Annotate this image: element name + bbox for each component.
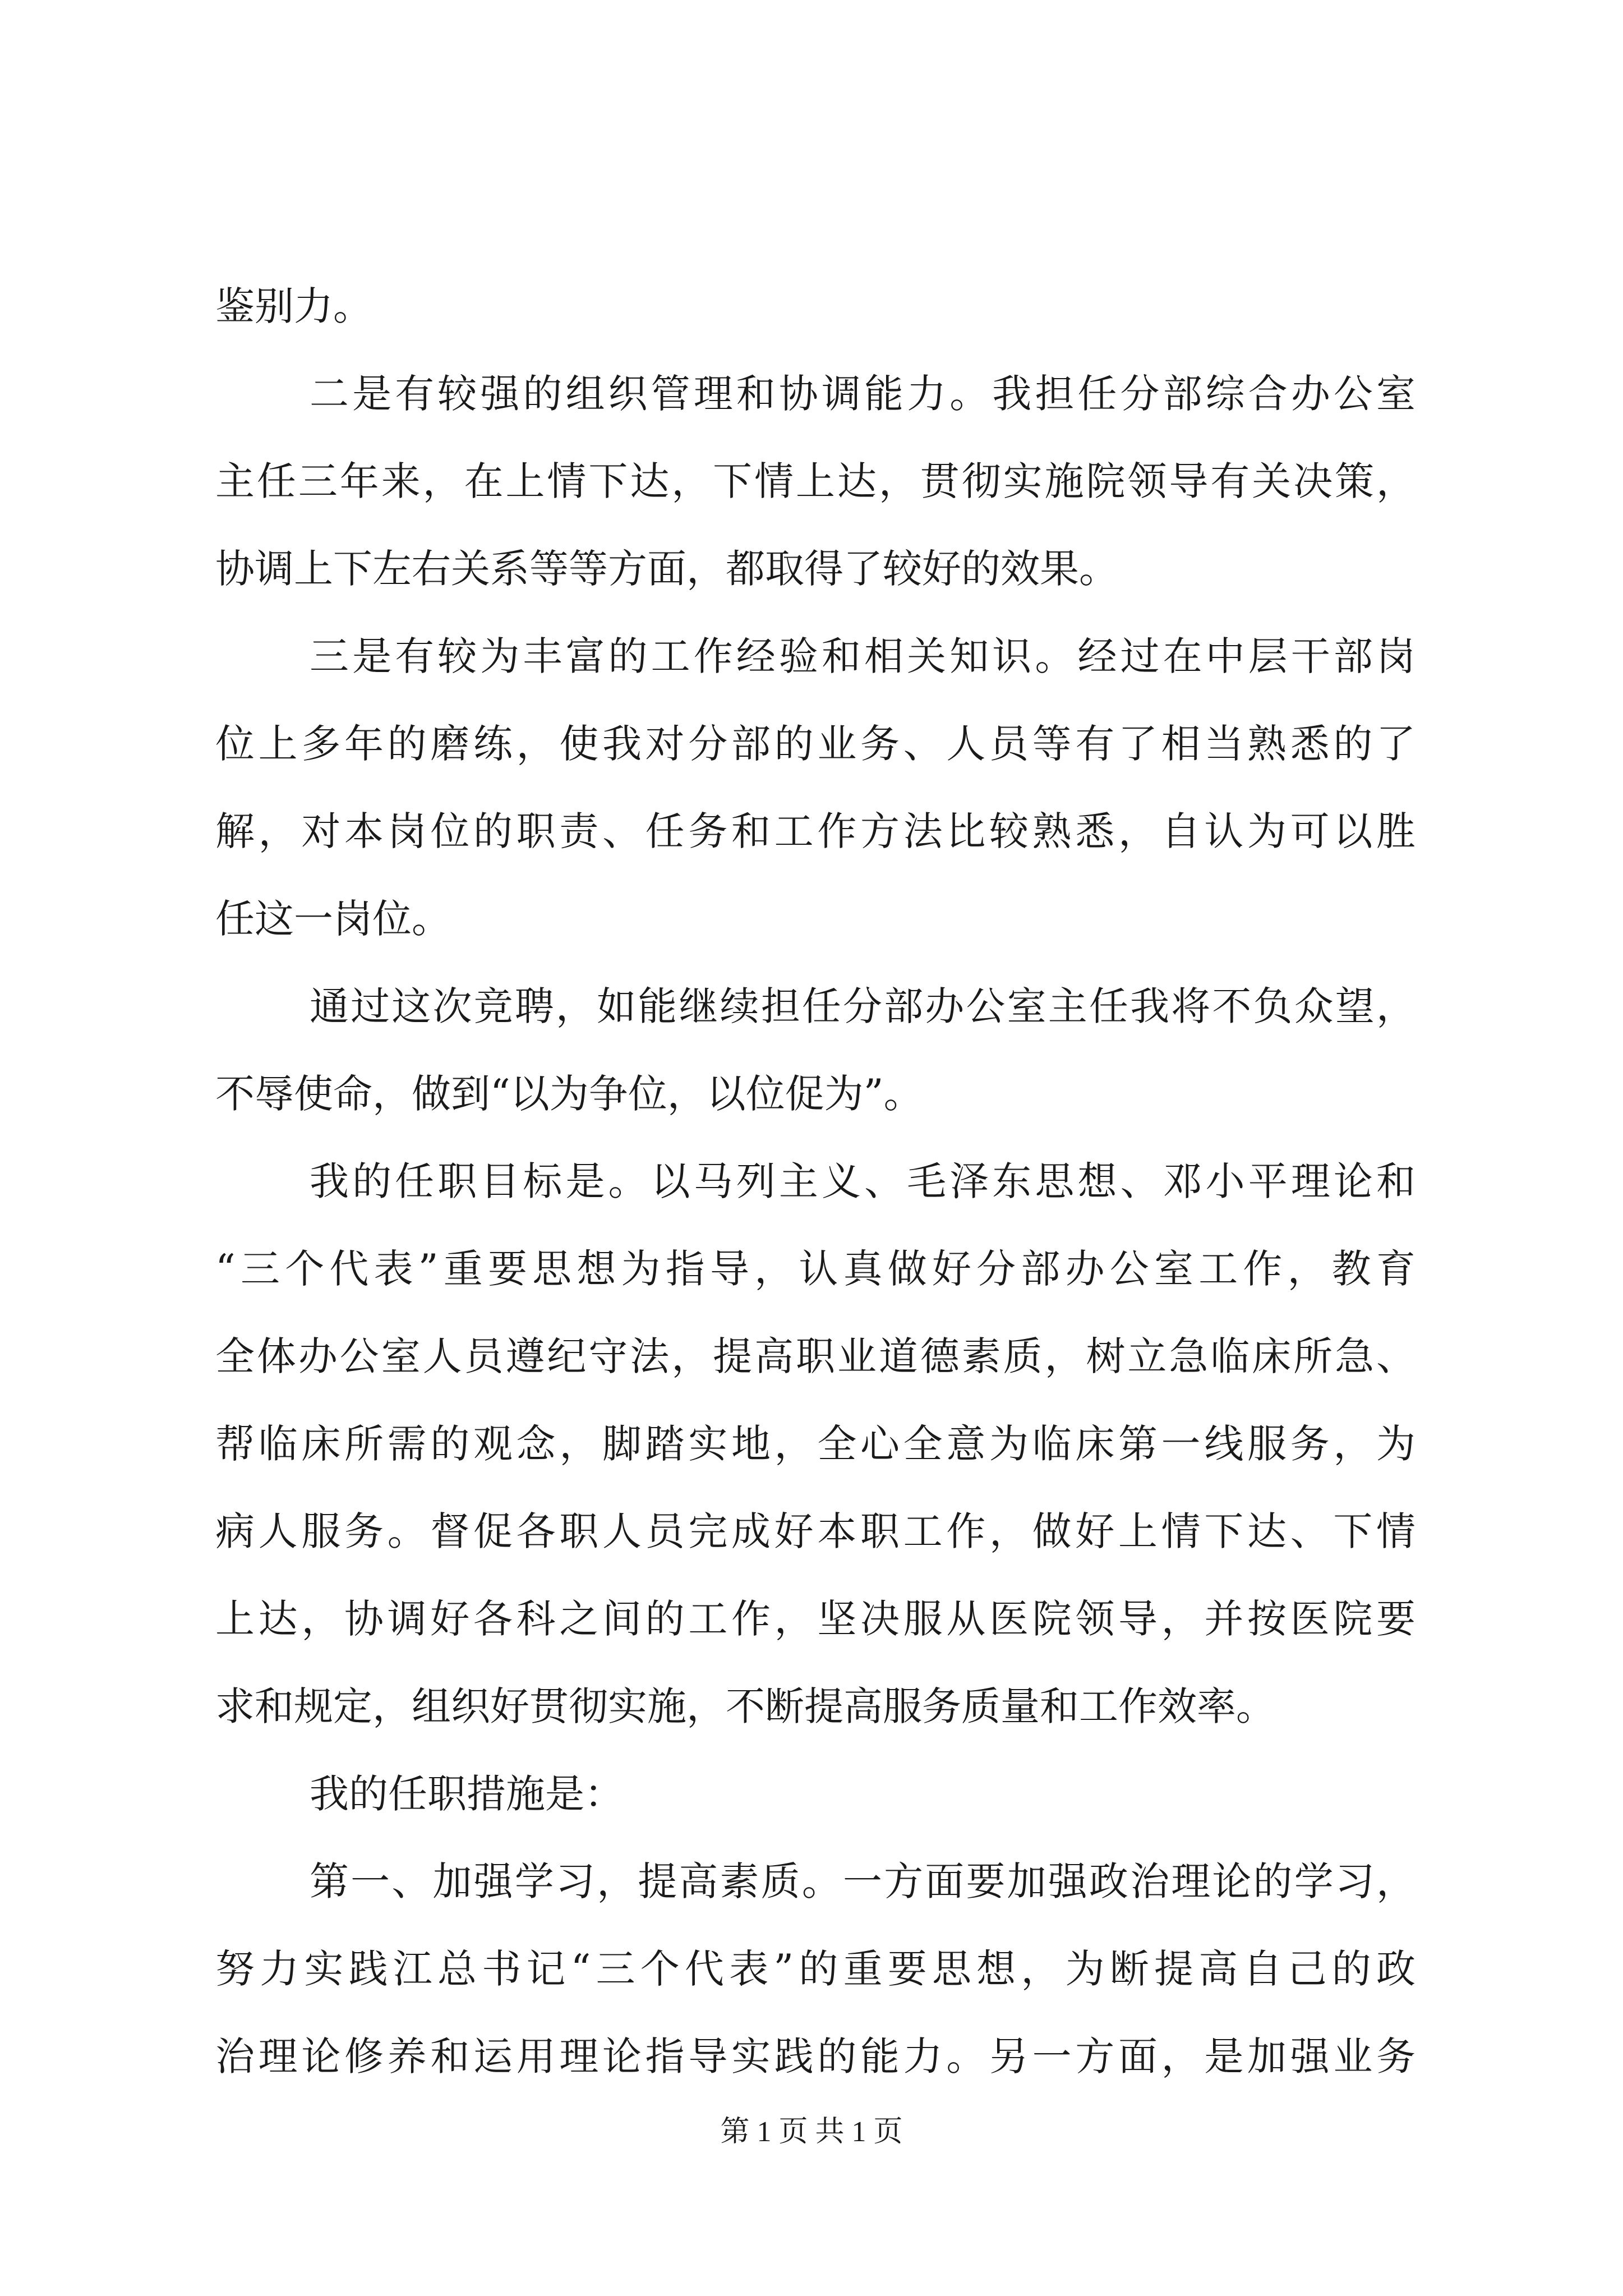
text-line: 努力实践江总书记“三个代表”的重要思想，为断提高自己的政 bbox=[215, 1946, 1415, 1992]
page-footer: 第 1 页 共 1 页 bbox=[720, 2116, 903, 2148]
text-line: 病人服务。督促各职人员完成好本职工作，做好上情下达、下情 bbox=[215, 1508, 1415, 1554]
text-line: 不辱使命，做到“以为争位，以位促为”。 bbox=[215, 1071, 923, 1117]
text-line: “三个代表”重要思想为指导，认真做好分部办公室工作，教育 bbox=[215, 1246, 1415, 1292]
text-line: 帮临床所需的观念，脚踏实地，全心全意为临床第一线服务，为 bbox=[215, 1421, 1415, 1467]
text-line: 治理论修养和运用理论指导实践的能力。另一方面，是加强业务 bbox=[215, 2033, 1415, 2079]
text-line: 二是有较强的组织管理和协调能力。我担任分部综合办公室 bbox=[310, 371, 1415, 417]
text-line: 我的任职目标是。以马列主义、毛泽东思想、邓小平理论和 bbox=[310, 1158, 1415, 1204]
document-body bbox=[215, 263, 1415, 2100]
text-line: 主任三年来，在上情下达，下情上达，贯彻实施院领导有关决策， bbox=[215, 458, 1415, 504]
text-line: 任这一岗位。 bbox=[215, 896, 451, 942]
text-line: 三是有较为丰富的工作经验和相关知识。经过在中层干部岗 bbox=[310, 633, 1415, 679]
text-line: 求和规定，组织好贯彻实施，不断提高服务质量和工作效率。 bbox=[215, 1683, 1275, 1729]
text-line: 第一、加强学习，提高素质。一方面要加强政治理论的学习， bbox=[310, 1858, 1415, 1904]
text-line: 通过这次竞聘，如能继续担任分部办公室主任我将不负众望， bbox=[310, 983, 1415, 1029]
text-line: 上达，协调好各科之间的工作，坚决服从医院领导，并按医院要 bbox=[215, 1596, 1415, 1642]
text-line: 位上多年的磨练，使我对分部的业务、人员等有了相当熟悉的了 bbox=[215, 721, 1415, 767]
text-line: 解，对本岗位的职责、任务和工作方法比较熟悉，自认为可以胜 bbox=[215, 808, 1415, 854]
text-line: 协调上下左右关系等等方面，都取得了较好的效果。 bbox=[215, 546, 1118, 592]
text-line: 全体办公室人员遵纪守法，提高职业道德素质，树立急临床所急、 bbox=[215, 1333, 1415, 1379]
text-line: 我的任职措施是： bbox=[310, 1771, 624, 1817]
text-line: 鉴别力。 bbox=[215, 283, 372, 329]
